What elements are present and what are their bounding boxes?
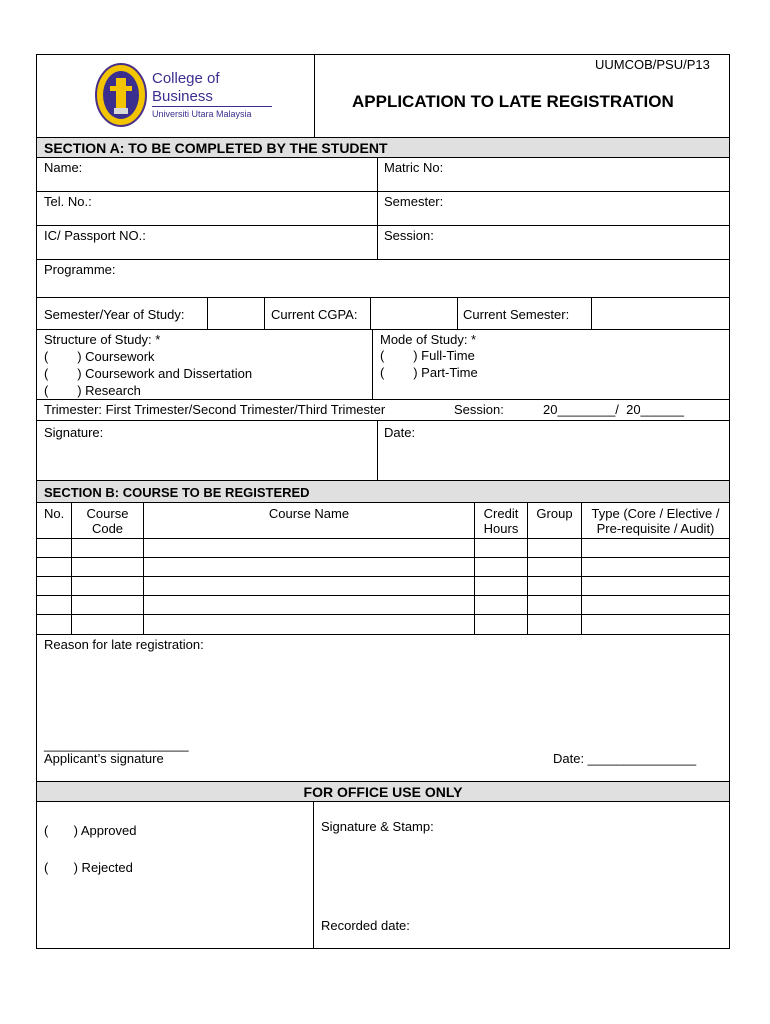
tel-field[interactable] [110,192,372,224]
table-row[interactable] [37,558,729,576]
col-code-line2: Code [91,521,124,536]
col-group: Group [536,506,573,521]
date-field[interactable] [380,442,725,478]
rejected-option[interactable]: ( ) Rejected [44,860,133,875]
college-logo [94,62,274,130]
approved-option[interactable]: ( ) Approved [44,823,137,838]
cgpa-field[interactable] [371,298,456,328]
table-row[interactable] [37,615,729,634]
table-row[interactable] [37,577,729,595]
programme-field[interactable] [130,260,725,296]
current-semester-label: Current Semester: [463,307,570,322]
sem-year-label: Semester/Year of Study: [44,307,185,322]
trimester-years-field[interactable]: 20________/ 20______ [543,402,684,417]
signature-stamp-field[interactable] [318,836,726,906]
reason-field[interactable] [40,655,725,735]
trimester-label: Trimester: First Trimester/Second Trimester/Third Trimester [44,402,386,417]
name-label: Name: [44,160,83,175]
mode-option-parttime[interactable]: ( ) Part-Time [380,365,478,380]
col-code-line1: Course [86,506,129,521]
structure-option-research[interactable]: ( ) Research [44,383,141,398]
ic-label: IC/ Passport NO.: [44,228,146,243]
signature-field[interactable] [40,442,373,478]
reason-label: Reason for late registration: [44,637,204,652]
col-credit-line2: Hours [483,521,519,536]
col-name: Course Name [268,506,350,521]
structure-label: Structure of Study: * [44,332,161,347]
session-label: Session: [384,228,434,243]
section-b-heading: SECTION B: COURSE TO BE REGISTERED [44,485,310,500]
col-type-line1: Type (Core / Elective / [591,506,720,521]
table-row[interactable] [37,539,729,557]
college-emblem-icon [94,62,148,128]
recorded-date-label: Recorded date: [321,918,410,933]
logo-line3: Universiti Utara Malaysia [152,109,252,119]
col-no: No. [44,506,65,521]
signature-stamp-label: Signature & Stamp: [321,819,434,834]
table-row[interactable] [37,596,729,614]
session-field[interactable] [450,226,725,258]
semester-field[interactable] [460,192,725,224]
ic-field[interactable] [160,226,372,258]
applicant-signature-label: Applicant’s signature [44,751,164,766]
current-semester-field[interactable] [592,298,728,328]
col-type-line2: Pre-requisite / Audit) [596,521,715,536]
signature-label: Signature: [44,425,104,440]
page-title: APPLICATION TO LATE REGISTRATION [352,92,674,111]
mode-option-fulltime[interactable]: ( ) Full-Time [380,348,475,363]
office-heading: FOR OFFICE USE ONLY [303,784,463,800]
trimester-session-label: Session: [454,402,504,417]
col-credit-line1: Credit [483,506,519,521]
logo-line1: College of [152,70,220,87]
applicant-date[interactable]: Date: _______________ [553,751,697,766]
programme-label: Programme: [44,262,116,277]
date-label: Date: [384,425,416,440]
matric-field[interactable] [460,158,725,190]
name-field[interactable] [110,158,372,190]
tel-label: Tel. No.: [44,194,92,209]
mode-label: Mode of Study: * [380,332,477,347]
sem-year-field[interactable] [208,298,263,328]
structure-option-dissertation[interactable]: ( ) Coursework and Dissertation [44,366,253,381]
cgpa-label: Current CGPA: [271,307,358,322]
section-a-heading: SECTION A: TO BE COMPLETED BY THE STUDENT [44,140,388,156]
semester-label: Semester: [384,194,444,209]
matric-label: Matric No: [384,160,444,175]
applicant-signature-line[interactable]: ____________________ [44,737,189,752]
logo-line2: Business [152,88,213,105]
form-code: UUMCOB/PSU/P13 [595,57,710,72]
structure-option-coursework[interactable]: ( ) Coursework [44,349,155,364]
